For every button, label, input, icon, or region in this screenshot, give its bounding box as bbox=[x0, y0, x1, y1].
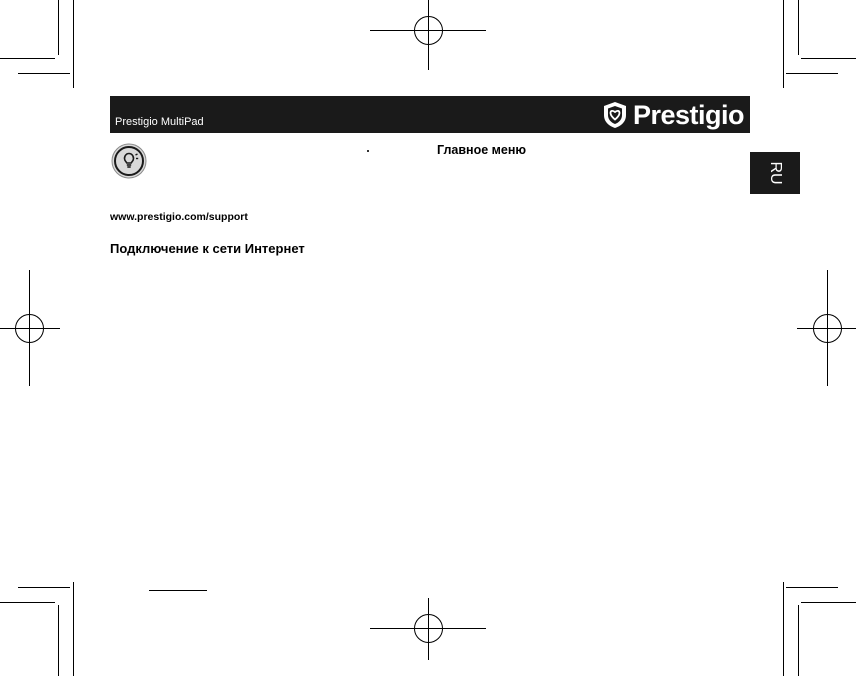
language-tab bbox=[750, 152, 800, 194]
support-link[interactable]: www.prestigio.com/support bbox=[110, 211, 248, 223]
lightbulb-icon bbox=[111, 143, 147, 179]
prestigio-emblem-icon bbox=[600, 100, 630, 130]
section-heading-internet: Подключение к сети Интернет bbox=[110, 241, 305, 256]
registration-mark-icon bbox=[370, 0, 486, 70]
registration-mark-icon bbox=[797, 270, 856, 386]
registration-mark-icon bbox=[370, 598, 486, 660]
registration-mark-icon bbox=[0, 270, 60, 386]
stray-mark bbox=[367, 150, 369, 152]
brand-logo bbox=[600, 100, 744, 130]
logo-wordmark: Prestigio bbox=[632, 100, 744, 130]
page-header bbox=[110, 96, 750, 133]
language-code: RU bbox=[767, 161, 784, 185]
footer-rule bbox=[149, 590, 207, 591]
section-heading-main-menu: Главное меню bbox=[437, 143, 527, 157]
product-name: Prestigio MultiPad bbox=[115, 116, 204, 128]
